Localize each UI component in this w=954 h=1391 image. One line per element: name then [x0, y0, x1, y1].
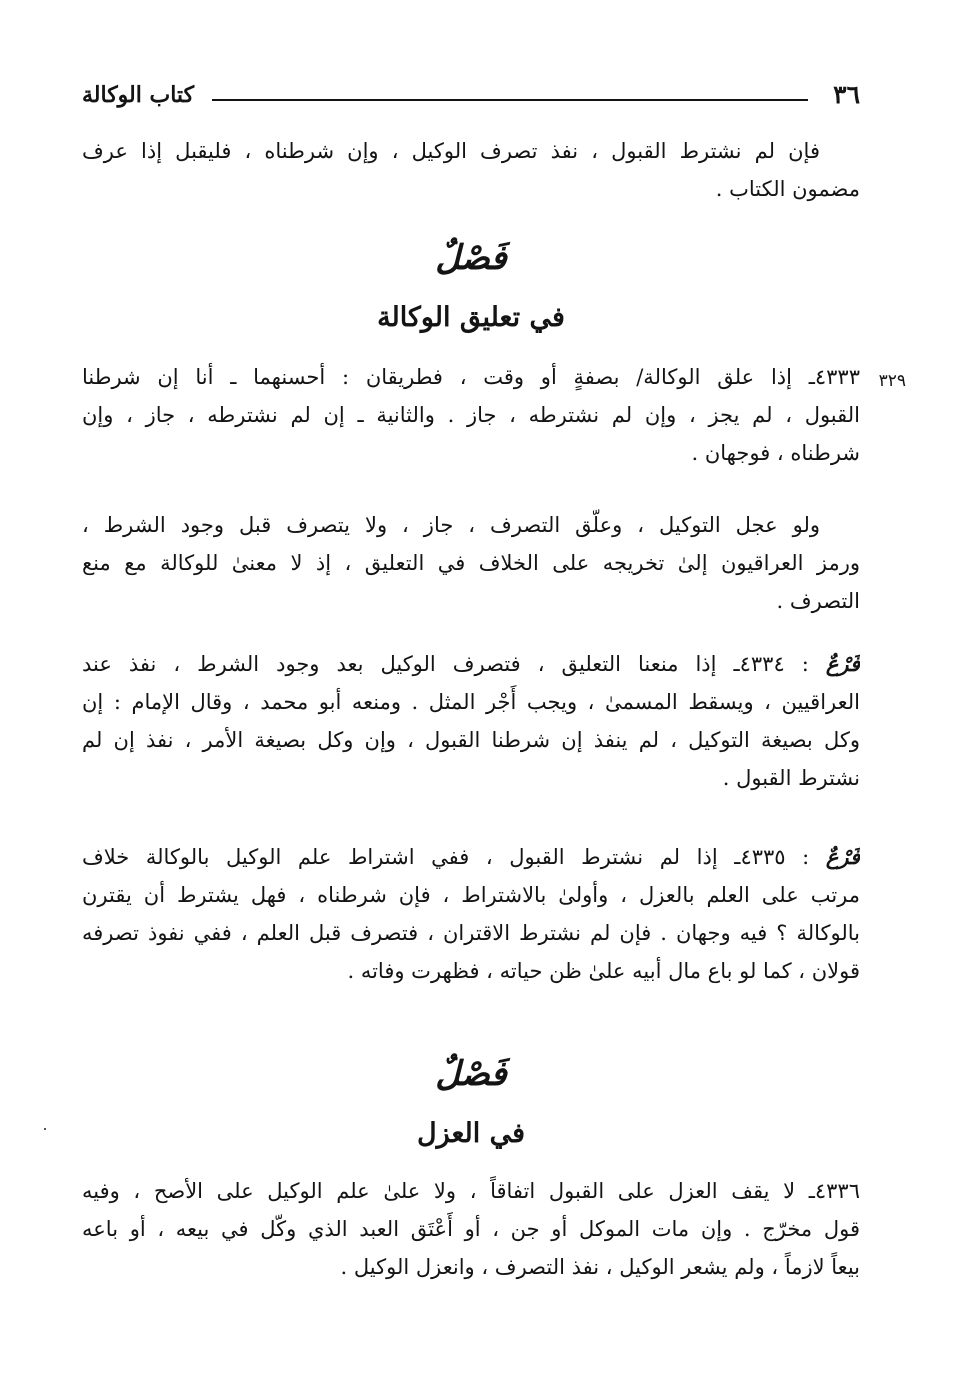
- margin-reference: ٣٢٩: [878, 371, 906, 391]
- text-line: مرتب على العلم بالعزل ، وأولىٰ بالاشتراط ، فإن شرطناه ، فهل يشترط أن يقترن: [82, 883, 860, 907]
- text-line: ٤٣٣٦ـ لا يقف العزل على القبول اتفاقاً ، ولا علىٰ علم الوكيل على الأصح ، وفيه: [82, 1179, 860, 1203]
- header-rule: [212, 99, 808, 101]
- text-line: وكل بصيغة التوكيل ، لم ينفذ إن شرطنا القبول ، وإن وكل بصيغة الأمر ، نفذ إن لم: [82, 728, 860, 752]
- text-line: شرطناه ، فوجهان .: [691, 441, 860, 465]
- text-line: بالوكالة ؟ فيه وجهان . فإن لم نشترط الاقتران ، فتصرف قبل العلم ، ففي نفوذ تصرفه: [82, 921, 860, 945]
- text-line: مضمون الكتاب .: [715, 177, 860, 201]
- text-line: ورمز العراقيون إلىٰ تخريجه على الخلاف في التعليق ، إذ لا معنىٰ للوكالة مع منع: [82, 551, 860, 575]
- fasl-ornament-text: فَصْلٌ: [435, 238, 507, 278]
- line-text: ٤٣٣٥ـ إذا لم نشترط القبول ، ففي اشتراط علم الوكيل بالوكالة خلاف: [82, 845, 786, 869]
- section-heading: في العزل: [416, 1118, 526, 1149]
- text-line: ولو عجل التوكيل ، وعلّق التصرف ، جاز ، ولا يتصرف قبل وجود الشرط ،: [82, 513, 820, 537]
- text-line: نشترط القبول .: [722, 766, 860, 790]
- running-title: كتاب الوكالة: [82, 82, 195, 108]
- paragraph-4334: [82, 645, 860, 797]
- section-ornament: [82, 1052, 860, 1096]
- paragraph-tawkeel: [82, 506, 860, 620]
- text-line: [82, 645, 860, 683]
- page-number: ٣٦: [833, 80, 860, 109]
- section-heading: في تعليق الوكالة: [377, 302, 565, 333]
- section-ornament: [82, 236, 860, 280]
- text-line: بيعاً لازماً ، ولم يشعر الوكيل ، نفذ التصرف ، وانعزل الوكيل .: [340, 1255, 860, 1279]
- text-line: [82, 838, 860, 876]
- text-line: القبول ، لم يجز ، وإن لم نشترطه ، جاز . والثانية ـ إن لم نشترطه ، جاز ، وإن: [82, 403, 860, 427]
- scan-speck: [44, 1128, 46, 1130]
- far-separator: :: [784, 652, 809, 676]
- text-line: فإن لم نشترط القبول ، نفذ تصرف الوكيل ، وإن شرطناه ، فليقبل إذا عرف: [82, 139, 820, 163]
- far-label: فَرْعٌ: [825, 844, 860, 869]
- page-header: [82, 78, 860, 114]
- far-separator: :: [785, 845, 810, 869]
- far-label: فَرْعٌ: [825, 651, 860, 676]
- paragraph-4336: [82, 1172, 860, 1286]
- line-text: ٤٣٣٤ـ إذا منعنا التعليق ، فتصرف الوكيل بعد وجود الشرط ، نفذ عند: [82, 652, 785, 676]
- text-line: التصرف .: [776, 589, 860, 613]
- paragraph-4335: [82, 838, 860, 990]
- text-line: العراقيين ، ويسقط المسمىٰ ، ويجب أَجْر المثل . ومنعه أبو محمد ، وقال الإمام : إن: [82, 690, 860, 714]
- fasl-ornament-text: فَصْلٌ: [435, 1054, 507, 1094]
- intro-paragraph: [82, 132, 860, 208]
- text-line: قولان ، كما لو باع مال أبيه علىٰ ظن حياته ، فظهرت وفاته .: [347, 959, 860, 983]
- text-line: قول مخرّج . وإن مات الموكل أو جن ، أو أَعْتَق العبد الذي وكّل في بيعه ، أو باعه: [82, 1217, 860, 1241]
- paragraph-4333: [82, 358, 860, 472]
- text-line: ٤٣٣٣ـ إذا علق الوكالة/ بصفةٍ أو وقت ، فطريقان : أحسنهما ـ أنا إن شرطنا: [82, 365, 860, 389]
